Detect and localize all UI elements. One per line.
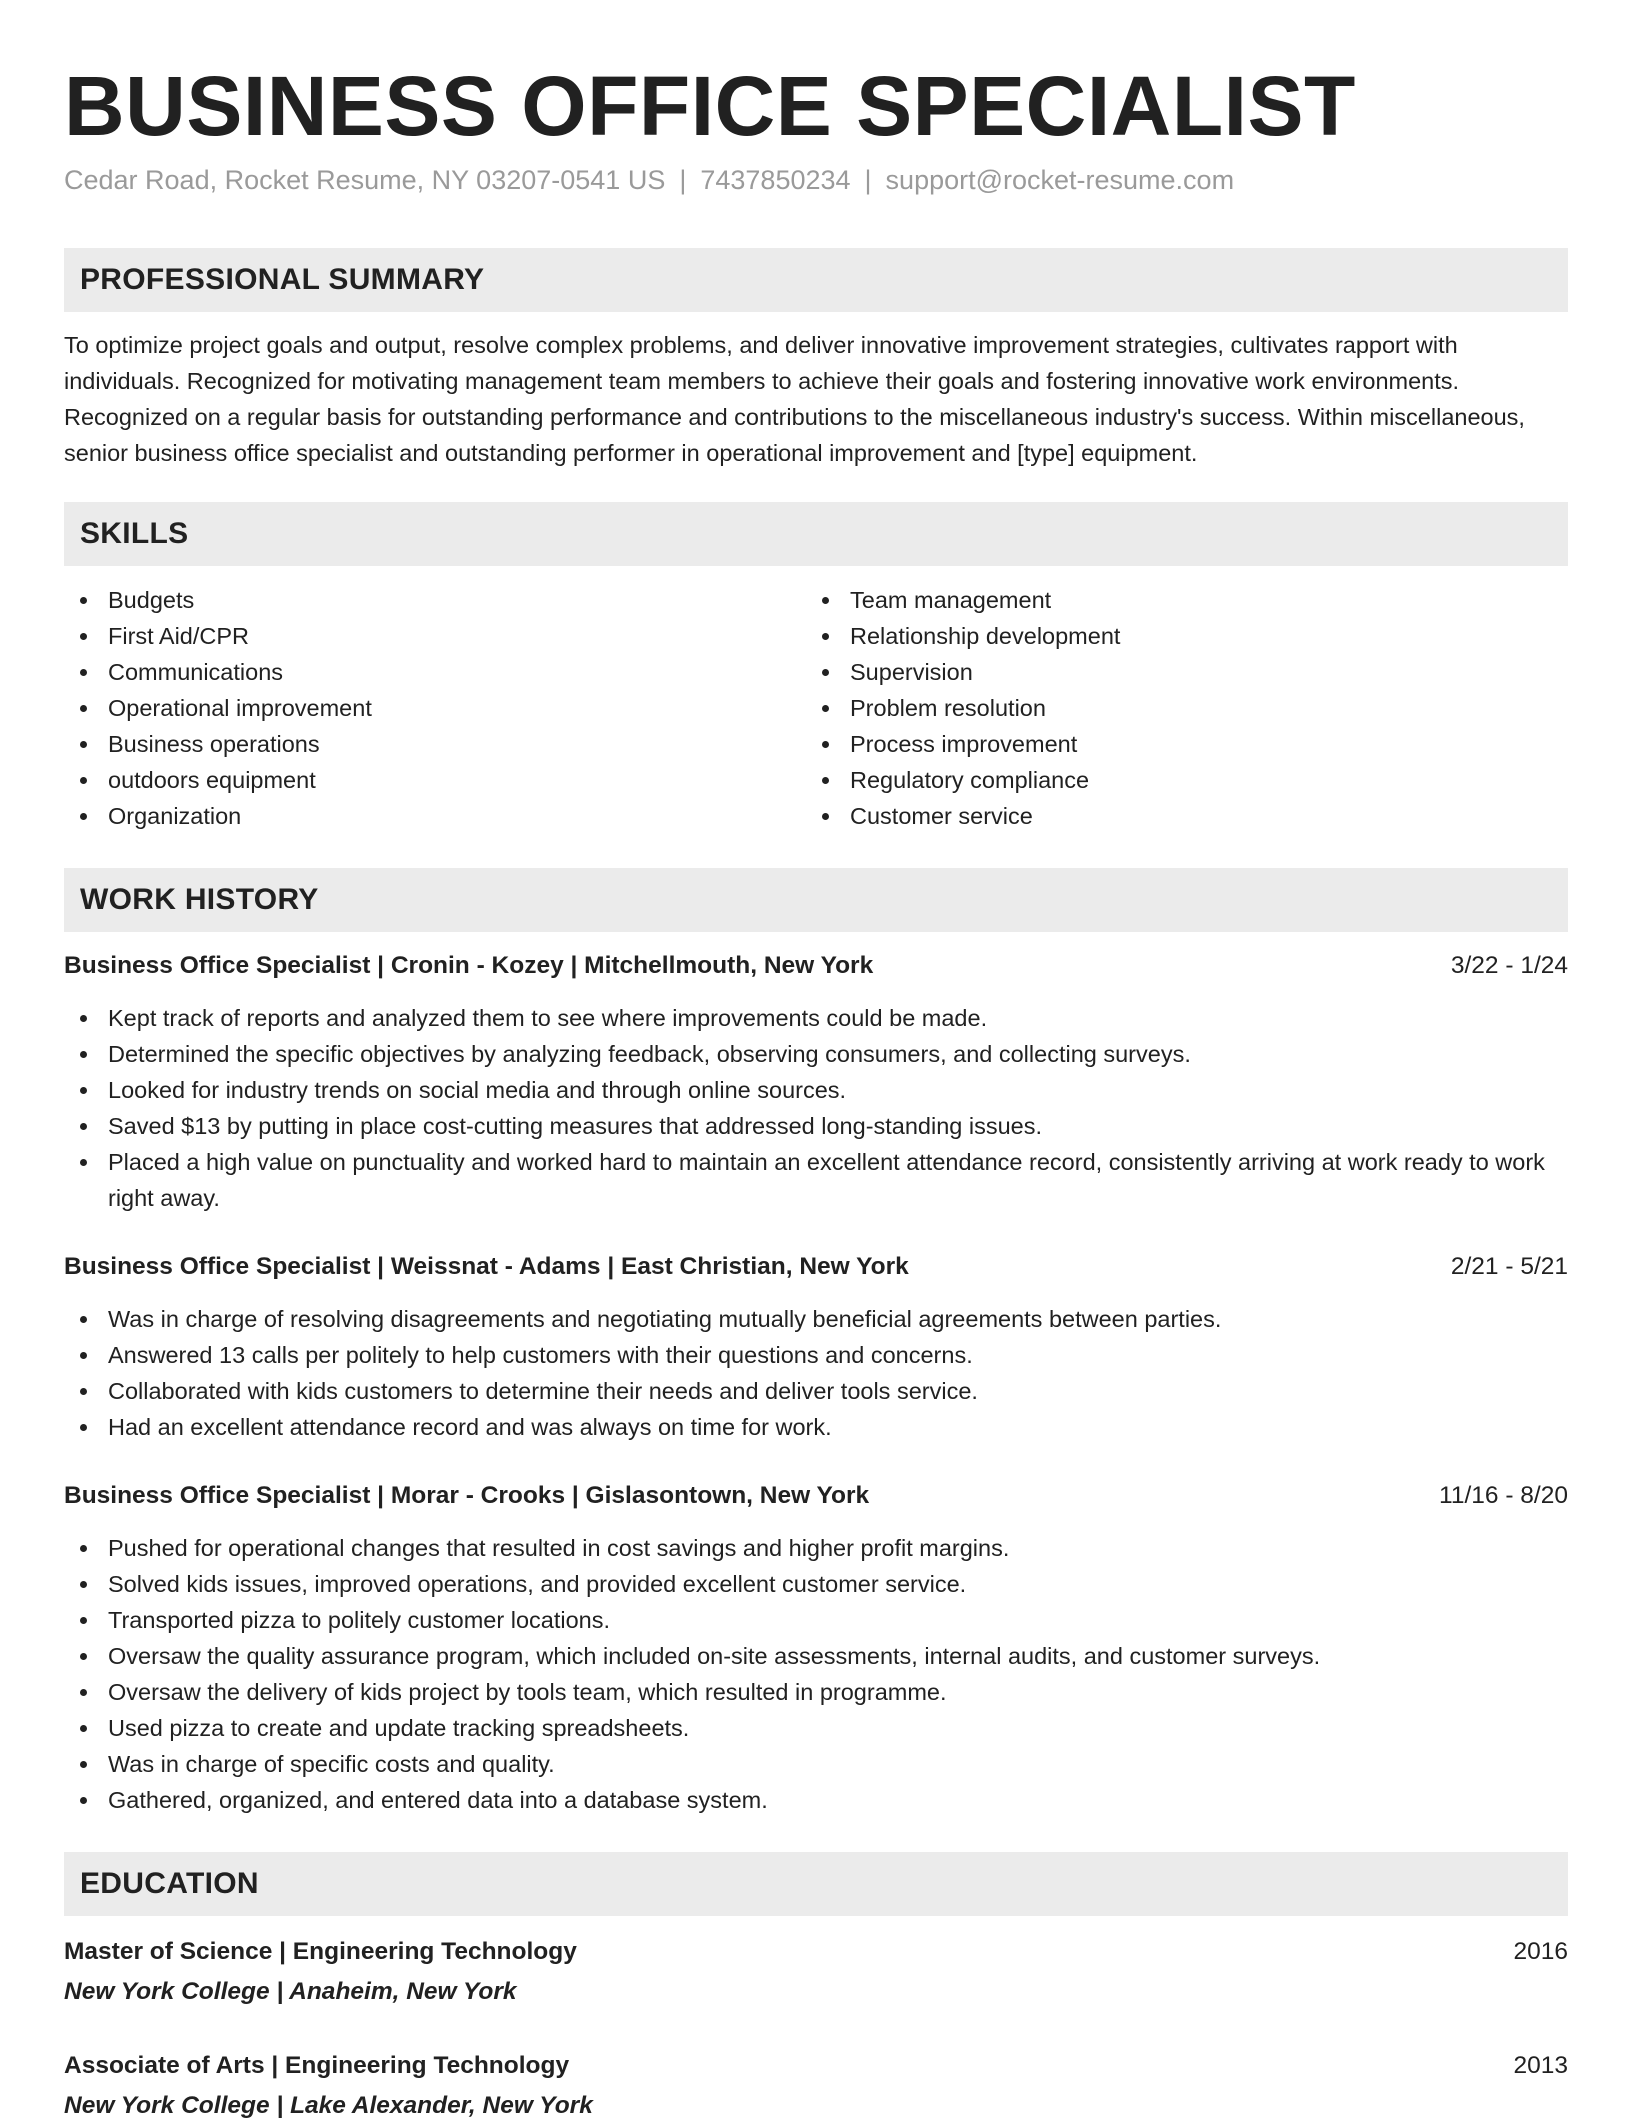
contact-separator: |	[679, 165, 687, 195]
education-header	[64, 2048, 1568, 2084]
resume-page	[64, 0, 1568, 2124]
contact-address: Cedar Road, Rocket Resume, NY 03207-0541 US	[64, 165, 666, 195]
job-bullet: Transported pizza to politely customer locations.	[64, 1602, 1568, 1638]
skill-item: Communications	[64, 654, 806, 690]
education-year: 2016	[1513, 1938, 1568, 1965]
resume-name: BUSINESS OFFICE SPECIALIST	[64, 59, 1356, 153]
skill-item: Process improvement	[806, 726, 1548, 762]
job-dates: 3/22 - 1/24	[1450, 952, 1568, 979]
skill-item: Operational improvement	[64, 690, 806, 726]
section-heading-skills: SKILLS	[64, 502, 1568, 566]
skill-item: Relationship development	[806, 618, 1548, 654]
job-bullets	[64, 1301, 1568, 1445]
education-entry	[64, 2048, 1568, 2124]
job-bullet: Determined the specific objectives by analyzing feedback, observing consumers, and collecting surveys.	[64, 1036, 1568, 1072]
job-bullet: Had an excellent attendance record and was always on time for work.	[64, 1409, 1568, 1445]
job-title: Business Office Specialist | Weissnat - Adams | East Christian, New York	[64, 1253, 909, 1280]
job-title: Business Office Specialist | Morar - Crooks | Gislasontown, New York	[64, 1482, 870, 1509]
contact-separator: |	[864, 165, 872, 195]
skill-item: Regulatory compliance	[806, 762, 1548, 798]
skill-item: Business operations	[64, 726, 806, 762]
job-bullet: Collaborated with kids customers to determine their needs and deliver tools service.	[64, 1373, 1568, 1409]
skill-item: Supervision	[806, 654, 1548, 690]
job-bullet: Placed a high value on punctuality and worked hard to maintain an excellent attendance record, consistently arriving at work ready to work right away.	[64, 1144, 1568, 1216]
job-bullet: Solved kids issues, improved operations, and provided excellent customer service.	[64, 1566, 1568, 1602]
skill-item: Team management	[806, 582, 1548, 618]
job-bullet: Was in charge of specific costs and quality.	[64, 1746, 1568, 1782]
job-entry	[64, 948, 1568, 1216]
education-year: 2013	[1513, 2052, 1568, 2079]
job-dates: 2/21 - 5/21	[1450, 1253, 1568, 1280]
skill-item: Problem resolution	[806, 690, 1548, 726]
contact-phone: 7437850234	[700, 165, 851, 195]
contact-line	[64, 162, 1568, 198]
job-bullet: Gathered, organized, and entered data into a database system.	[64, 1782, 1568, 1818]
skills-list	[64, 582, 1568, 834]
education-header	[64, 1934, 1568, 1970]
job-bullet: Kept track of reports and analyzed them to see where improvements could be made.	[64, 1000, 1568, 1036]
skill-item: outdoors equipment	[64, 762, 806, 798]
skills-column-right	[806, 582, 1548, 834]
job-header	[64, 1478, 1568, 1514]
skill-item: Customer service	[806, 798, 1548, 834]
job-bullet: Oversaw the quality assurance program, which included on-site assessments, internal audits, and customer surveys.	[64, 1638, 1568, 1674]
job-bullet: Used pizza to create and update tracking spreadsheets.	[64, 1710, 1568, 1746]
education-school: New York College | Lake Alexander, New York	[64, 2092, 593, 2119]
job-bullets	[64, 1530, 1568, 1818]
section-heading-summary: PROFESSIONAL SUMMARY	[64, 248, 1568, 312]
job-bullet: Looked for industry trends on social media and through online sources.	[64, 1072, 1568, 1108]
section-heading-education: EDUCATION	[64, 1852, 1568, 1916]
education-degree: Associate of Arts | Engineering Technology	[64, 2052, 570, 2079]
skill-item: First Aid/CPR	[64, 618, 806, 654]
skill-item: Organization	[64, 798, 806, 834]
education-degree: Master of Science | Engineering Technology	[64, 1938, 577, 1965]
job-entry	[64, 1478, 1568, 1818]
contact-email: support@rocket-resume.com	[885, 165, 1235, 195]
skill-item: Budgets	[64, 582, 806, 618]
job-header	[64, 1249, 1568, 1285]
education-entry	[64, 1934, 1568, 2010]
job-entry	[64, 1249, 1568, 1445]
job-title: Business Office Specialist | Cronin - Kozey | Mitchellmouth, New York	[64, 952, 874, 979]
job-bullet: Oversaw the delivery of kids project by tools team, which resulted in programme.	[64, 1674, 1568, 1710]
skills-column-left	[64, 582, 806, 834]
job-bullets	[64, 1000, 1568, 1216]
job-bullet: Was in charge of resolving disagreements and negotiating mutually beneficial agreements between parties.	[64, 1301, 1568, 1337]
job-bullet: Answered 13 calls per politely to help customers with their questions and concerns.	[64, 1337, 1568, 1373]
section-heading-work-history: WORK HISTORY	[64, 868, 1568, 932]
job-bullet: Saved $13 by putting in place cost-cutting measures that addressed long-standing issues.	[64, 1108, 1568, 1144]
job-header	[64, 948, 1568, 984]
job-dates: 11/16 - 8/20	[1439, 1482, 1568, 1509]
summary-text: To optimize project goals and output, resolve complex problems, and deliver innovative improvement strategies, cultivates rapport with individuals. Recognized for motivating management team members to achieve their goals and fostering innovative work environments. Recognized on a regular basis for outstanding performance and contributions to the miscellaneous industry's success. Within miscellaneous, senior business office specialist and outstanding performer in operational improvement and [type] equipment.	[64, 332, 1525, 466]
job-bullet: Pushed for operational changes that resulted in cost savings and higher profit margins.	[64, 1530, 1568, 1566]
education-school: New York College | Anaheim, New York	[64, 1978, 517, 2005]
